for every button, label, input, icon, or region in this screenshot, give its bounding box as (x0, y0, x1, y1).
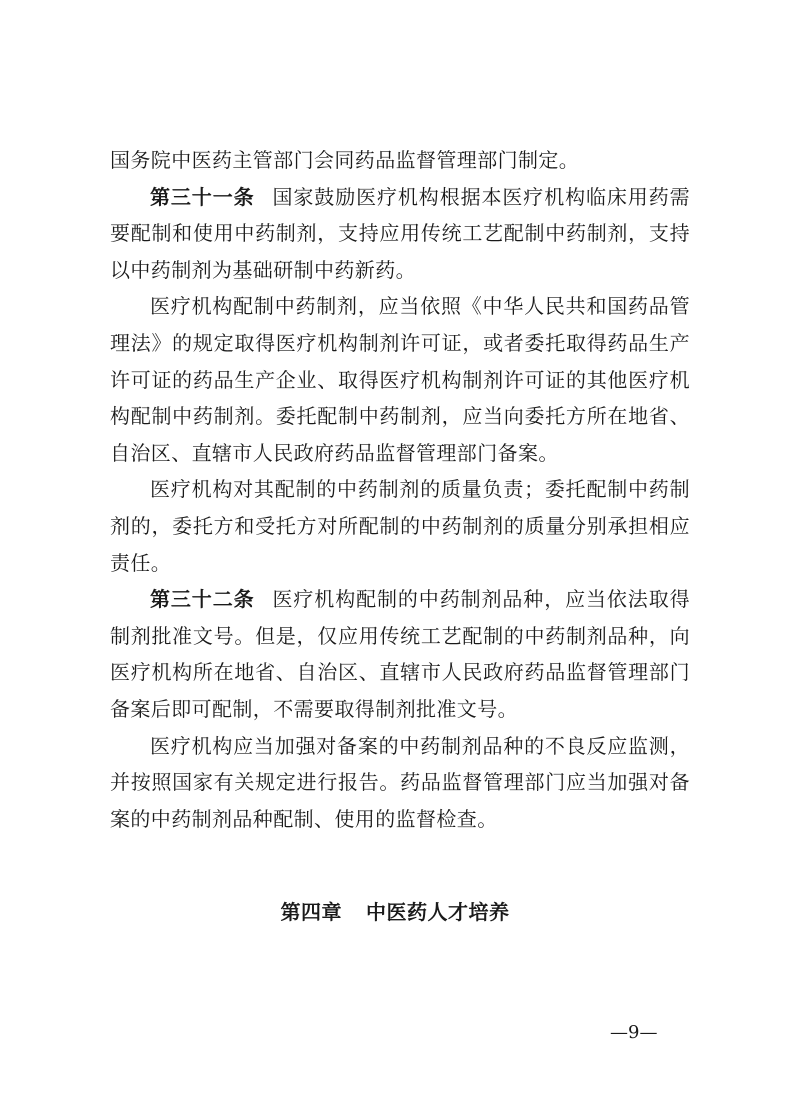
paragraph-1 (110, 142, 690, 179)
paragraph-6 (110, 728, 690, 838)
paragraph-text: 国务院中医药主管部门会同药品监督管理部门制定。 (110, 148, 580, 172)
article-number: 第三十二条 (150, 587, 255, 612)
body-text (110, 142, 690, 837)
article-32 (110, 581, 690, 727)
paragraph-text: 医疗机构对其配制的中药制剂的质量负责；委托配制中药制剂的，委托方和受托方对所配制的中药制剂的质量分别承担相应责任。 (110, 477, 690, 575)
chapter-heading (0, 896, 790, 925)
article-number: 第三十一条 (150, 184, 255, 209)
paragraph-text: 国家鼓励医疗机构根据本医疗机构临床用药需要配制和使用中药制剂，支持应用传统工艺配制中药制剂，支持以中药制剂为基础研制中药新药。 (110, 184, 690, 282)
chapter-title: 中医药人才培养 (366, 900, 510, 924)
page-number: —9— (610, 1022, 658, 1043)
chapter-number: 第四章 (280, 900, 342, 924)
paragraph-text: 医疗机构配制中药制剂，应当依照《中华人民共和国药品管理法》的规定取得医疗机构制剂许可证，或者委托取得药品生产许可证的药品生产企业、取得医疗机构制剂许可证的其他医疗机构配制中药制剂。委托配制中药制剂，应当向委托方所在地省、自治区、直辖市人民政府药品监督管理部门备案。 (110, 294, 690, 465)
paragraph-3 (110, 288, 690, 471)
paragraph-text: 医疗机构配制的中药制剂品种，应当依法取得制剂批准文号。但是，仅应用传统工艺配制的中药制剂品种，向医疗机构所在地省、自治区、直辖市人民政府药品监督管理部门备案后即可配制，不需要取得制剂批准文号。 (110, 587, 690, 721)
paragraph-4 (110, 471, 690, 581)
article-31 (110, 179, 690, 289)
paragraph-text: 医疗机构应当加强对备案的中药制剂品种的不良反应监测，并按照国家有关规定进行报告。药品监督管理部门应当加强对备案的中药制剂品种配制、使用的监督检查。 (110, 733, 690, 831)
